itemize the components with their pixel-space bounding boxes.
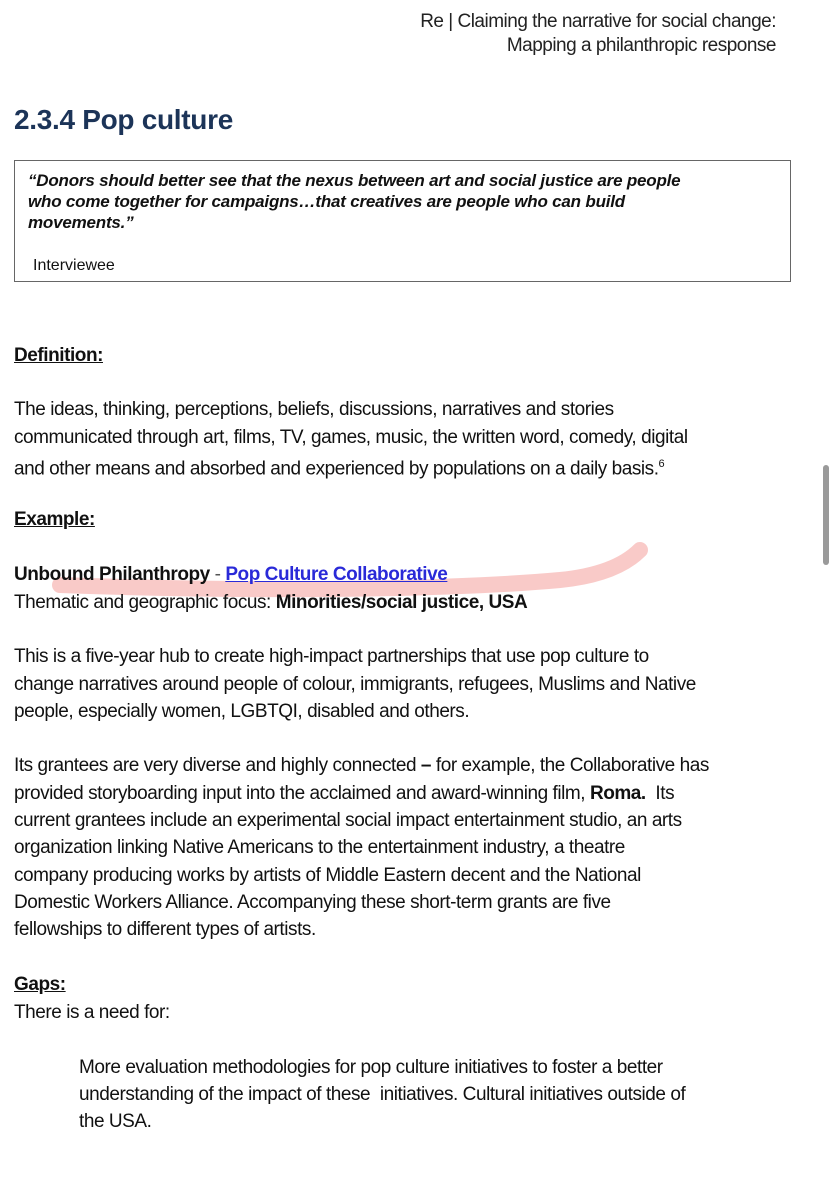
- example-para-line: [14, 780, 674, 807]
- gaps-label: Gaps:: [14, 974, 66, 995]
- text: Its grantees are very diverse and highly connected: [14, 755, 421, 776]
- pop-culture-collaborative-link[interactable]: Pop Culture Collaborative: [225, 564, 448, 585]
- running-header-line2: Mapping a philanthropic response: [506, 35, 776, 56]
- example-title: [14, 561, 447, 588]
- org-name: Unbound Philanthropy: [14, 564, 210, 585]
- example-para-line: Domestic Workers Alliance. Accompanying these short-term grants are five: [14, 892, 611, 913]
- text: Its: [645, 783, 675, 804]
- vertical-scrollbar[interactable]: [823, 465, 829, 565]
- example-para-line: current grantees include an experimental social impact entertainment studio, an arts: [14, 810, 682, 831]
- definition-label: Definition:: [14, 345, 103, 366]
- example-para-line: people, especially women, LGBTQI, disabled and others.: [14, 701, 470, 722]
- example-para-line: fellowships to different types of artists.: [14, 919, 316, 940]
- example-para-line: This is a five-year hub to create high-impact partnerships that use pop culture to: [14, 646, 649, 667]
- section-title: 2.3.4 Pop culture: [14, 104, 233, 135]
- gaps-line: understanding of the impact of these initiatives. Cultural initiatives outside of: [79, 1084, 686, 1105]
- separator: -: [209, 564, 226, 585]
- quote-line: who come together for campaigns…that creatives are people who can build: [28, 192, 625, 211]
- definition-line: communicated through art, films, TV, games, music, the written word, comedy, digital: [14, 427, 688, 448]
- quote-line: “Donors should better see that the nexus between art and social justice are people: [28, 171, 681, 190]
- gaps-line: the USA.: [79, 1111, 152, 1132]
- gaps-line: More evaluation methodologies for pop culture initiatives to foster a better: [79, 1057, 663, 1078]
- definition-text: and other means and absorbed and experienced by populations on a daily basis.: [14, 458, 659, 480]
- text: provided storyboarding input into the acclaimed and award-winning film,: [14, 783, 590, 804]
- definition-line: [14, 451, 664, 483]
- focus-label: Thematic and geographic focus:: [14, 592, 276, 613]
- example-para-line: change narratives around people of colour, immigrants, refugees, Muslims and Native: [14, 674, 696, 695]
- text: for example, the Collaborative has: [431, 755, 709, 776]
- footnote-ref[interactable]: 6: [658, 458, 665, 470]
- example-para-line: company producing works by artists of Middle Eastern decent and the National: [14, 865, 641, 886]
- gaps-intro: There is a need for:: [14, 1002, 170, 1023]
- dash: –: [420, 755, 432, 776]
- running-header-line1: Re | Claiming the narrative for social change:: [420, 11, 776, 32]
- quote-line: movements.”: [28, 213, 134, 232]
- focus-value: Minorities/social justice, USA: [275, 592, 528, 613]
- focus-line: [14, 589, 527, 616]
- example-label: Example:: [14, 509, 95, 530]
- definition-line: The ideas, thinking, perceptions, beliefs, discussions, narratives and stories: [14, 399, 614, 420]
- quote-attribution: Interviewee: [33, 257, 115, 274]
- film-title: Roma.: [589, 783, 646, 804]
- example-para-line: organization linking Native Americans to the entertainment industry, a theatre: [14, 837, 625, 858]
- example-para-line: [14, 752, 709, 779]
